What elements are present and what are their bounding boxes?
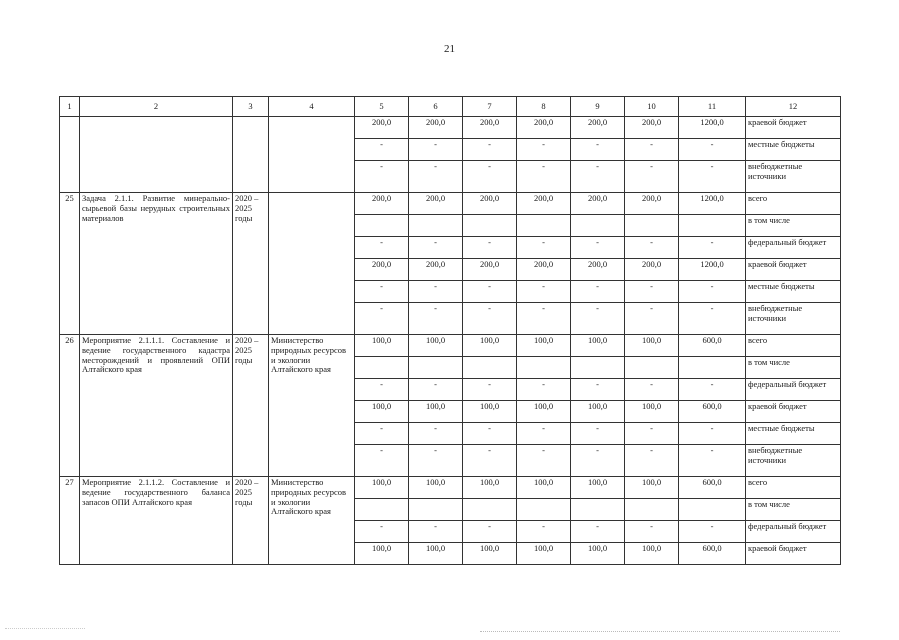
value-cell: - bbox=[409, 423, 463, 445]
value-cell bbox=[463, 215, 517, 237]
col-header: 5 bbox=[355, 97, 409, 117]
value-cell: 100,0 bbox=[409, 335, 463, 357]
value-cell: - bbox=[463, 303, 517, 335]
item-description: Мероприятие 2.1.1.2. Составление и ведение государственного баланса запасов ОПИ Алтайского края bbox=[80, 477, 233, 565]
value-cell: 200,0 bbox=[625, 259, 679, 281]
value-cell: - bbox=[571, 161, 625, 193]
value-cell: - bbox=[355, 445, 409, 477]
value-cell: - bbox=[625, 161, 679, 193]
value-cell: - bbox=[517, 445, 571, 477]
value-cell: 100,0 bbox=[571, 543, 625, 565]
funding-source: внебюджетные источники bbox=[746, 445, 841, 477]
value-cell: - bbox=[679, 521, 746, 543]
col-header: 12 bbox=[746, 97, 841, 117]
value-cell: 100,0 bbox=[625, 335, 679, 357]
value-cell: 100,0 bbox=[463, 543, 517, 565]
value-cell bbox=[679, 357, 746, 379]
value-cell: - bbox=[679, 303, 746, 335]
item-description-empty bbox=[80, 117, 233, 193]
table-row bbox=[60, 477, 841, 499]
funding-source: местные бюджеты bbox=[746, 423, 841, 445]
value-cell: 1200,0 bbox=[679, 117, 746, 139]
row-number-empty bbox=[60, 117, 80, 193]
value-cell: 200,0 bbox=[625, 193, 679, 215]
funding-source: внебюджетные источники bbox=[746, 161, 841, 193]
col-header: 1 bbox=[60, 97, 80, 117]
page-number: 21 bbox=[444, 43, 455, 55]
value-cell: - bbox=[625, 303, 679, 335]
value-cell bbox=[463, 357, 517, 379]
value-cell: - bbox=[355, 303, 409, 335]
value-cell bbox=[571, 215, 625, 237]
value-cell: 100,0 bbox=[463, 477, 517, 499]
value-cell: 100,0 bbox=[355, 543, 409, 565]
value-cell bbox=[517, 499, 571, 521]
funding-source: федеральный бюджет bbox=[746, 521, 841, 543]
value-cell: - bbox=[409, 139, 463, 161]
value-cell: - bbox=[679, 379, 746, 401]
row-number: 27 bbox=[60, 477, 80, 565]
item-description: Мероприятие 2.1.1.1. Составление и ведение государственного кадастра месторождений и проявлений ОПИ Алтайского края bbox=[80, 335, 233, 477]
value-cell: 200,0 bbox=[571, 117, 625, 139]
value-cell: - bbox=[463, 423, 517, 445]
value-cell: 200,0 bbox=[463, 259, 517, 281]
value-cell bbox=[679, 215, 746, 237]
value-cell: - bbox=[409, 379, 463, 401]
funding-source: в том числе bbox=[746, 499, 841, 521]
col-header: 8 bbox=[517, 97, 571, 117]
item-years: 2020 – 2025 годы bbox=[233, 477, 269, 565]
value-cell: - bbox=[463, 161, 517, 193]
value-cell: - bbox=[517, 237, 571, 259]
table-row bbox=[60, 335, 841, 357]
value-cell: 1200,0 bbox=[679, 193, 746, 215]
value-cell: - bbox=[571, 423, 625, 445]
value-cell: 100,0 bbox=[517, 543, 571, 565]
col-header: 2 bbox=[80, 97, 233, 117]
value-cell bbox=[625, 357, 679, 379]
value-cell: - bbox=[679, 139, 746, 161]
value-cell: 200,0 bbox=[517, 259, 571, 281]
value-cell: - bbox=[625, 445, 679, 477]
funding-source: краевой бюджет bbox=[746, 117, 841, 139]
value-cell bbox=[355, 215, 409, 237]
value-cell: 100,0 bbox=[409, 477, 463, 499]
row-number: 25 bbox=[60, 193, 80, 335]
value-cell: - bbox=[517, 281, 571, 303]
funding-source: внебюджетные источники bbox=[746, 303, 841, 335]
value-cell: - bbox=[625, 379, 679, 401]
value-cell: - bbox=[517, 139, 571, 161]
value-cell: - bbox=[409, 521, 463, 543]
value-cell: - bbox=[571, 139, 625, 161]
funding-source: местные бюджеты bbox=[746, 281, 841, 303]
value-cell: - bbox=[463, 281, 517, 303]
col-header: 4 bbox=[269, 97, 355, 117]
value-cell bbox=[571, 499, 625, 521]
value-cell: - bbox=[517, 521, 571, 543]
col-header: 3 bbox=[233, 97, 269, 117]
value-cell: - bbox=[517, 423, 571, 445]
col-header: 7 bbox=[463, 97, 517, 117]
funding-source: краевой бюджет bbox=[746, 259, 841, 281]
value-cell: - bbox=[517, 161, 571, 193]
value-cell: 200,0 bbox=[463, 193, 517, 215]
value-cell: 200,0 bbox=[571, 193, 625, 215]
value-cell: 100,0 bbox=[625, 401, 679, 423]
value-cell: 200,0 bbox=[517, 117, 571, 139]
value-cell: - bbox=[679, 445, 746, 477]
value-cell: - bbox=[409, 303, 463, 335]
col-header: 11 bbox=[679, 97, 746, 117]
funding-source: федеральный бюджет bbox=[746, 237, 841, 259]
value-cell bbox=[463, 499, 517, 521]
value-cell: - bbox=[463, 237, 517, 259]
value-cell: 200,0 bbox=[409, 259, 463, 281]
funding-source: федеральный бюджет bbox=[746, 379, 841, 401]
funding-source: всего bbox=[746, 477, 841, 499]
item-years: 2020 – 2025 годы bbox=[233, 335, 269, 477]
value-cell: - bbox=[355, 161, 409, 193]
value-cell: - bbox=[679, 237, 746, 259]
value-cell: 100,0 bbox=[571, 335, 625, 357]
item-executor: Министерство природных ресурсов и экологии Алтайского края bbox=[269, 335, 355, 477]
value-cell: - bbox=[355, 237, 409, 259]
value-cell: 600,0 bbox=[679, 401, 746, 423]
value-cell: - bbox=[625, 139, 679, 161]
value-cell: 100,0 bbox=[571, 477, 625, 499]
value-cell bbox=[517, 215, 571, 237]
value-cell: 100,0 bbox=[625, 477, 679, 499]
col-header: 9 bbox=[571, 97, 625, 117]
funding-source: в том числе bbox=[746, 215, 841, 237]
value-cell: - bbox=[355, 423, 409, 445]
value-cell: - bbox=[355, 379, 409, 401]
value-cell: - bbox=[409, 237, 463, 259]
value-cell: - bbox=[463, 379, 517, 401]
value-cell: 100,0 bbox=[355, 477, 409, 499]
value-cell: - bbox=[355, 139, 409, 161]
value-cell: - bbox=[571, 281, 625, 303]
value-cell bbox=[679, 499, 746, 521]
value-cell: - bbox=[517, 303, 571, 335]
value-cell: - bbox=[463, 139, 517, 161]
value-cell: - bbox=[355, 521, 409, 543]
value-cell: 200,0 bbox=[355, 193, 409, 215]
value-cell: - bbox=[625, 237, 679, 259]
value-cell: - bbox=[571, 445, 625, 477]
value-cell bbox=[409, 357, 463, 379]
funding-source: краевой бюджет bbox=[746, 543, 841, 565]
value-cell: - bbox=[571, 303, 625, 335]
value-cell: 100,0 bbox=[355, 335, 409, 357]
value-cell bbox=[517, 357, 571, 379]
value-cell bbox=[409, 215, 463, 237]
scan-artifact bbox=[5, 628, 85, 629]
value-cell: - bbox=[355, 281, 409, 303]
funding-source: местные бюджеты bbox=[746, 139, 841, 161]
financing-table bbox=[59, 96, 841, 565]
value-cell bbox=[625, 499, 679, 521]
item-executor: Министерство природных ресурсов и экологии Алтайского края bbox=[269, 477, 355, 565]
funding-source: в том числе bbox=[746, 357, 841, 379]
value-cell: 100,0 bbox=[409, 401, 463, 423]
value-cell: 200,0 bbox=[463, 117, 517, 139]
table-row bbox=[60, 117, 841, 139]
value-cell: - bbox=[409, 161, 463, 193]
value-cell: - bbox=[463, 521, 517, 543]
value-cell bbox=[355, 499, 409, 521]
item-years: 2020 – 2025 годы bbox=[233, 193, 269, 335]
value-cell: - bbox=[679, 281, 746, 303]
value-cell: 100,0 bbox=[571, 401, 625, 423]
value-cell: 100,0 bbox=[409, 543, 463, 565]
item-description: Задача 2.1.1. Развитие минерально-сырьевой базы нерудных строительных материалов bbox=[80, 193, 233, 335]
value-cell: 100,0 bbox=[463, 401, 517, 423]
value-cell bbox=[625, 215, 679, 237]
value-cell: 100,0 bbox=[517, 477, 571, 499]
value-cell bbox=[409, 499, 463, 521]
item-executor bbox=[269, 193, 355, 335]
value-cell: 100,0 bbox=[517, 401, 571, 423]
funding-source: всего bbox=[746, 335, 841, 357]
scan-artifact bbox=[480, 631, 840, 632]
col-header: 10 bbox=[625, 97, 679, 117]
value-cell: 200,0 bbox=[409, 117, 463, 139]
value-cell: 100,0 bbox=[517, 335, 571, 357]
value-cell: 100,0 bbox=[463, 335, 517, 357]
value-cell: 200,0 bbox=[625, 117, 679, 139]
value-cell: - bbox=[409, 445, 463, 477]
value-cell: 600,0 bbox=[679, 335, 746, 357]
col-header: 6 bbox=[409, 97, 463, 117]
value-cell: - bbox=[571, 521, 625, 543]
item-executor-empty bbox=[269, 117, 355, 193]
value-cell: 200,0 bbox=[355, 259, 409, 281]
row-number: 26 bbox=[60, 335, 80, 477]
value-cell: 600,0 bbox=[679, 543, 746, 565]
value-cell: - bbox=[571, 379, 625, 401]
value-cell: - bbox=[625, 521, 679, 543]
value-cell: - bbox=[625, 281, 679, 303]
value-cell: 200,0 bbox=[571, 259, 625, 281]
value-cell bbox=[571, 357, 625, 379]
funding-source: краевой бюджет bbox=[746, 401, 841, 423]
funding-source: всего bbox=[746, 193, 841, 215]
value-cell: 200,0 bbox=[517, 193, 571, 215]
value-cell: 1200,0 bbox=[679, 259, 746, 281]
value-cell: 100,0 bbox=[625, 543, 679, 565]
value-cell bbox=[355, 357, 409, 379]
item-years-empty bbox=[233, 117, 269, 193]
value-cell: 200,0 bbox=[355, 117, 409, 139]
value-cell: - bbox=[571, 237, 625, 259]
value-cell: - bbox=[679, 161, 746, 193]
table-row bbox=[60, 193, 841, 215]
value-cell: - bbox=[517, 379, 571, 401]
header-row bbox=[60, 97, 841, 117]
value-cell: - bbox=[625, 423, 679, 445]
value-cell: - bbox=[679, 423, 746, 445]
value-cell: - bbox=[463, 445, 517, 477]
value-cell: - bbox=[409, 281, 463, 303]
value-cell: 100,0 bbox=[355, 401, 409, 423]
value-cell: 200,0 bbox=[409, 193, 463, 215]
value-cell: 600,0 bbox=[679, 477, 746, 499]
